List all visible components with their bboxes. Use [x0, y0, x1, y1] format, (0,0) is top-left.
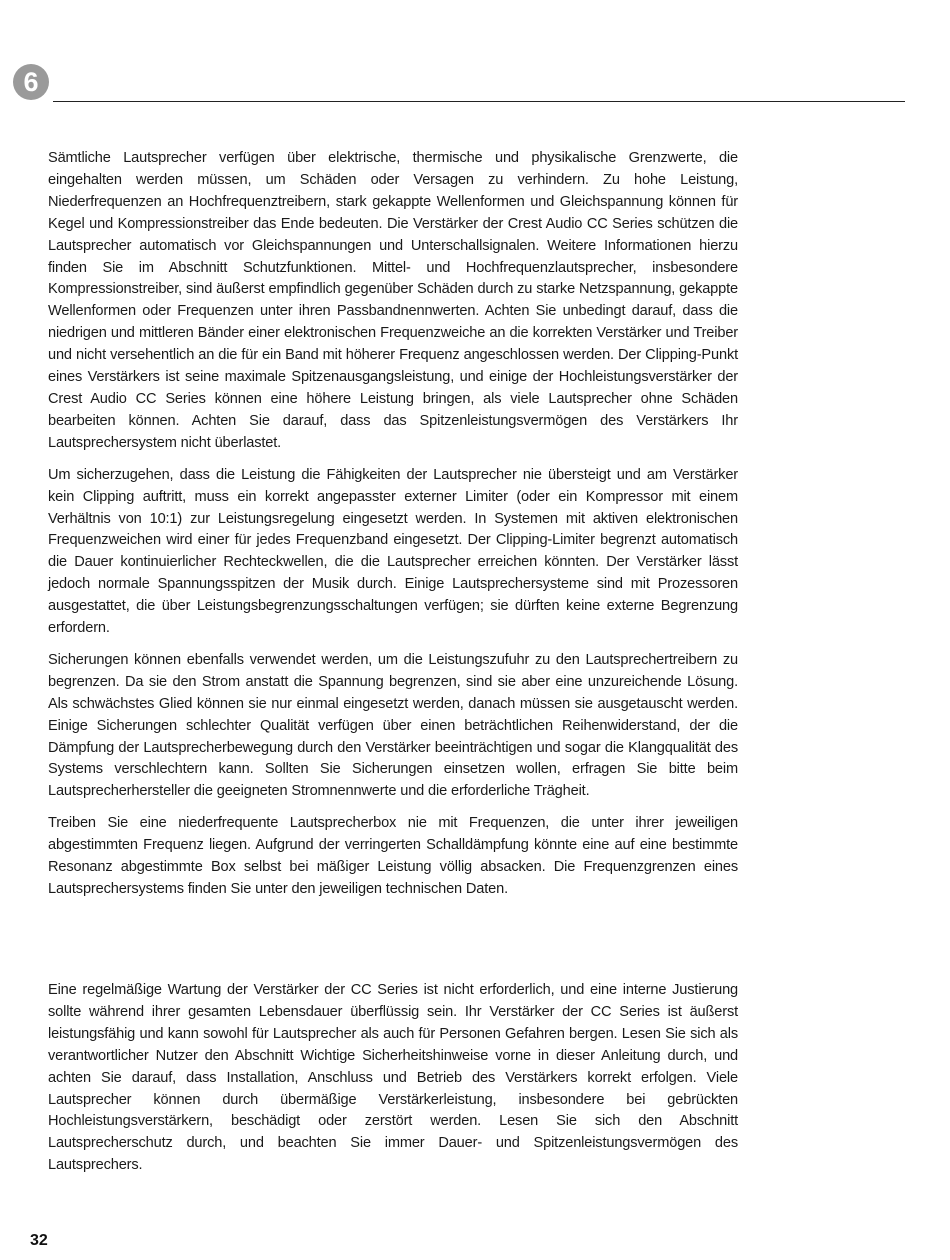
maintenance-paragraph: Eine regelmäßige Wartung der Verstärker der CC Series ist nicht erforderlich, und eine interne Justierung sollte während ihrer gesamten Lebensdauer überflüssig sein. Ihr Verstärker der CC Series ist äußerst leistungsfähig und kann sowohl für Lautsprecher als auch für Personen Gefahren bergen. Lesen Sie sich als verantwortlicher Nutzer den Abschnitt Wichtige Sicherheitshinweise vorne in dieser Anleitung durch, und achten Sie darauf, dass Installation, Anschluss und Betrieb des Verstärkers korrekt erfolgen. Viele Lautsprecher können durch übermäßige Verstärkerleistung, insbesondere bei gebrückten Hochleistungsverstärkern, beschädigt oder zerstört werden. Lesen Sie sich den Abschnitt Lautsprecherschutz durch, und beachten Sie immer Dauer- und Spitzenleistungsvermögen des Lautsprechers.: [48, 982, 738, 1174]
body-paragraph-1: Sämtliche Lautsprecher verfügen über elektrische, thermische und physikalische Grenzwerte, die eingehalten werden müssen, um Schäden oder Versagen zu verhindern. Zu hohe Leistung, Niederfrequenzen an Hochfrequenztreibern, stark gekappte Wellenformen und Gleichspannung können für Kegel und Kompressionstreiber das Ende bedeuten. Die Verstärker der Crest Audio CC Series schützen die Lautsprecher automatisch vor Gleichspannungen und Unterschallsignalen. Weitere Informationen hierzu finden Sie im Abschnitt Schutzfunktionen. Mittel- und Hochfrequenzlautsprecher, insbesondere Kompressionstreiber, sind äußerst empfindlich gegenüber Schäden durch zu starke Netzspannung, gekappte Wellenformen oder Frequenzen unter ihren Passbandnennwerten. Achten Sie unbedingt darauf, dass die niedrigen und mittleren Bänder einer elektronischen Frequenzweiche an die korrekten Verstärker und Treiber und nicht versehentlich an die für ein Band mit höherer Frequenz angeschlossen werden. Der Clipping-Punkt eines Verstärkers ist seine maximale Spitzenausgangsleistung, und einige der Hochleistungsverstärker der Crest Audio CC Series können eine höhere Leistung bringen, als viele Lautsprecher ohne Schäden bearbeiten können. Achten Sie darauf, dass das Spitzenleistungsvermögen des Verstärkers Ihr Lautsprechersystem nicht überlastet.: [48, 150, 738, 451]
header-divider: [53, 101, 905, 102]
body-paragraph-4: Treiben Sie eine niederfrequente Lautsprecherbox nie mit Frequenzen, die unter ihrer jeweiligen abgestimmten Frequenz liegen. Aufgrund der verringerten Schalldämpfung könnte eine auf eine bestimmte Resonanz abgestimmte Box selbst bei mäßiger Leistung völlig absacken. Die Frequenzgrenzen eines Lautsprechersystems finden Sie unter den jeweiligen technischen Daten.: [48, 815, 738, 897]
page-number: 32: [30, 1232, 48, 1249]
chapter-number-badge: 6: [13, 64, 49, 100]
body-paragraph-3: Sicherungen können ebenfalls verwendet werden, um die Leistungszufuhr zu den Lautsprechertreibern zu begrenzen. Da sie den Strom anstatt die Spannung begrenzen, sind sie aber eine unzureichende Lösung. Als schwächstes Glied können sie nur einmal eingesetzt werden, danach müssen sie ausgetauscht werden. Einige Sicherungen schlechter Qualität verfügen über einen beträchtlichen Reihenwiderstand, der die Dämpfung der Lautsprecherbewegung durch den Verstärker beeinträchtigen und sogar die Klangqualität des Systems verschlechtern kann. Sollten Sie Sicherungen einsetzen wollen, erfragen Sie bitte beim Lautsprecherhersteller die geeigneten Stromnennwerte und die erforderliche Trägheit.: [48, 651, 738, 800]
main-text-block: [48, 148, 738, 911]
maintenance-text-block: [48, 980, 738, 1187]
body-paragraph-2: Um sicherzugehen, dass die Leistung die Fähigkeiten der Lautsprecher nie übersteigt und am Verstärker kein Clipping auftritt, muss ein korrekt angepasster externer Limiter (oder ein Kompressor mit einem Verhältnis von 10:1) zur Leistungsregelung eingesetzt werden. In Systemen mit aktiven elektronischen Frequenzweichen wird einer für jedes Frequenzband eingesetzt. Der Clipping-Limiter begrenzt automatisch die Dauer kontinuierlicher Rechteckwellen, die die Lautsprecher erreichen könnten. Der Verstärker lässt jedoch normale Spannungsspitzen der Musik durch. Einige Lautsprechersysteme sind mit Prozessoren ausgestattet, die über Leistungsbegrenzungsschaltungen verfügen; sie dürften keine externe Begrenzung erfordern.: [48, 466, 738, 637]
